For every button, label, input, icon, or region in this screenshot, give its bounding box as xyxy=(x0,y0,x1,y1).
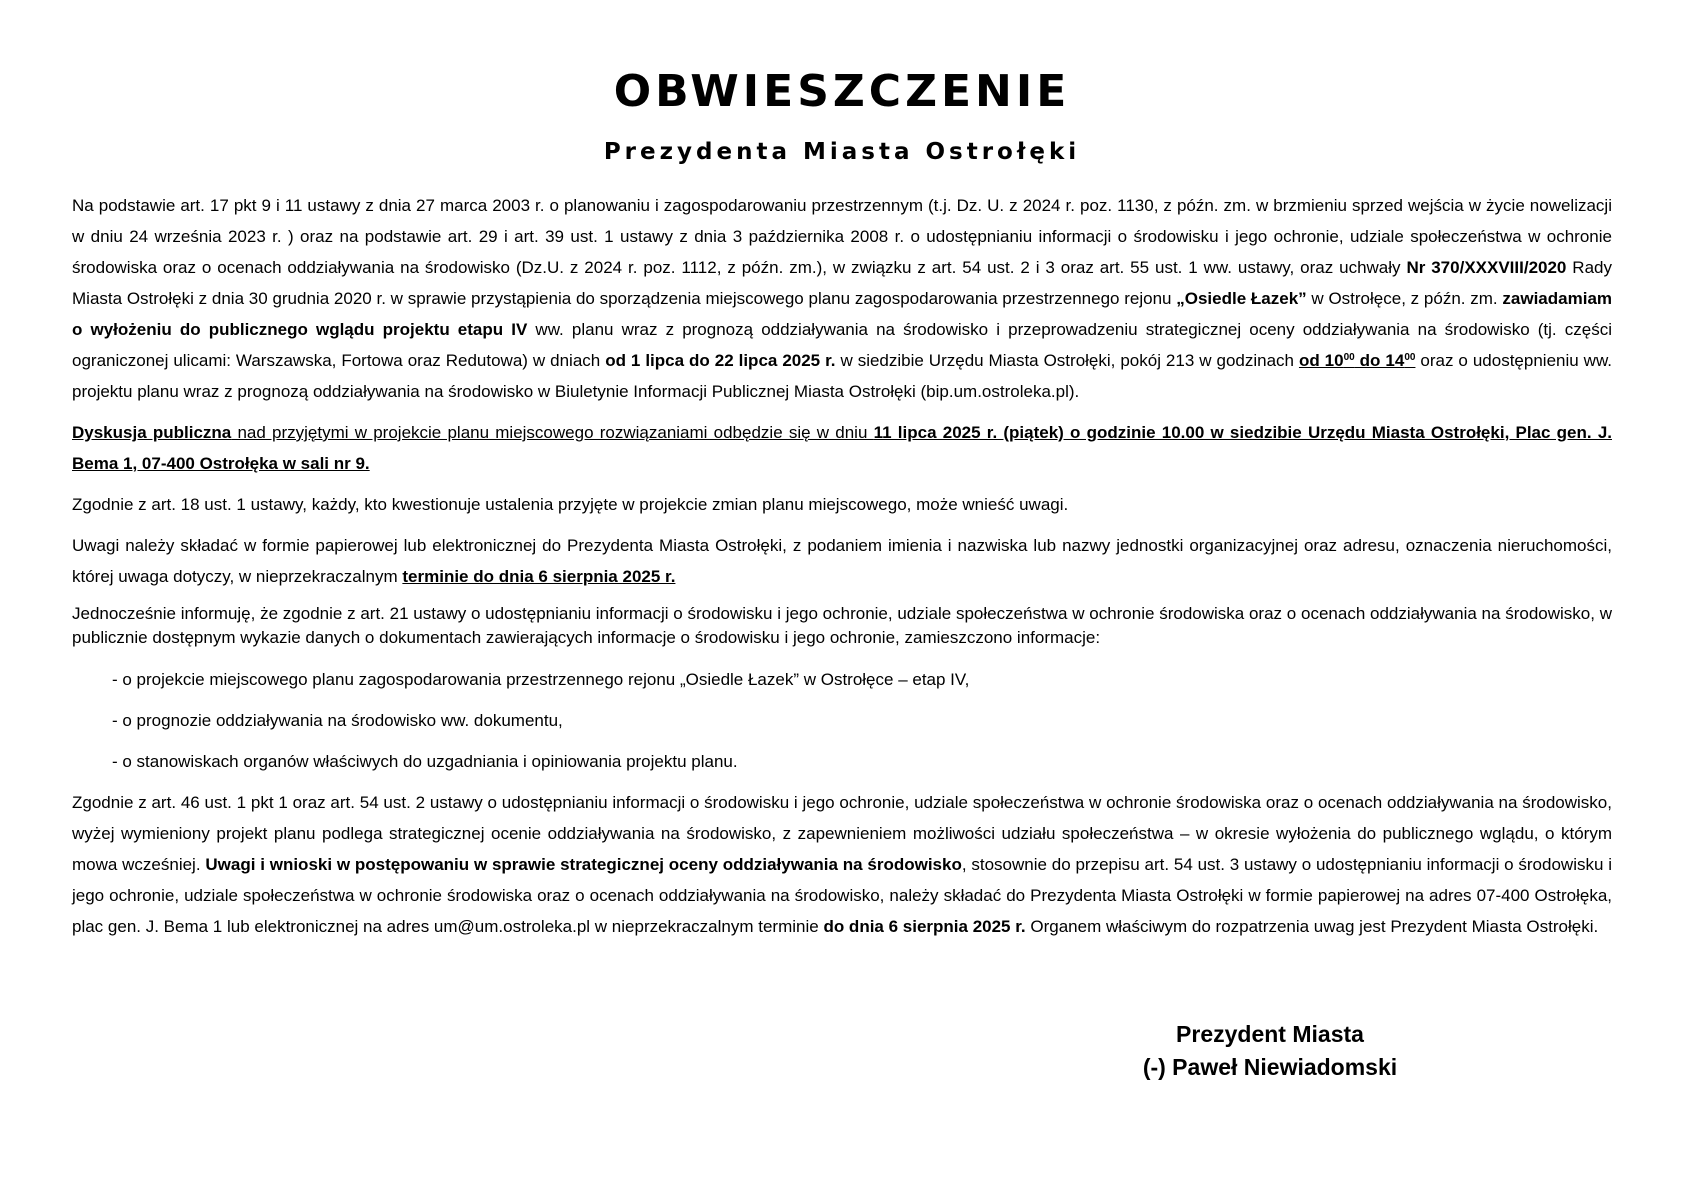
text-span: Jednocześnie informuję, że zgodnie z art. 21 ustawy o udostępnianiu informacji o środowisku i jego ochronie, udziale społeczeństwa w ochronie środowiska oraz o ocenach oddziaływania na środowisko, w publicznie dostępnym wykazie danych o dokumentach zawierających informacje o środowisku i jego ochronie, zamieszczono informacje: xyxy=(72,604,1612,647)
text-span: ww. planu wraz z prognozą oddziaływania na środowisko i przeprowadzeniu strategicznej oceny oddziaływania na środowisko (tj. części ograniczonej ulicami: Warszawska, Fortowa oraz Redutowa) w dniach xyxy=(72,320,1612,370)
text-span: w Ostrołęce, z późn. zm. xyxy=(1306,289,1503,308)
text-span: , stosownie do przepisu art. 54 ust. 3 ustawy o udostępnianiu informacji o środowisku i jego ochronie, udziale społeczeństwa w ochronie środowiska oraz o ocenach oddziaływania na środowisko, należy składać do Prezydenta Miasta Ostrołęki w formie papierowej na adres 07-400 Ostrołęka, plac gen. J. Bema 1 lub elektronicznej na adres um@um.ostroleka.pl w nieprzekraczalnym terminie xyxy=(72,855,1613,936)
hours-to: do 14 xyxy=(1354,351,1405,370)
hours-from: od 10 xyxy=(1298,351,1344,370)
text-span: nad przyjętymi w projekcie planu miejscowego rozwiązaniami odbędzie się w dniu xyxy=(231,423,874,442)
paragraph-strategic-assessment xyxy=(72,787,1612,942)
assessment-comments-label: Uwagi i wnioski w postępowaniu w sprawie strategicznej oceny oddziaływania na środowisko xyxy=(205,855,962,874)
text-span: oraz o udostępnieniu ww. projektu planu wraz z prognozą oddziaływania na środowisko w Biuletynie Informacji Publicznej Miasta Ostrołęki (bip.um.ostroleka.pl). xyxy=(72,351,1612,401)
comment-deadline: terminie do dnia 6 sierpnia 2025 r. xyxy=(402,567,676,586)
signature-name: (-) Paweł Niewiadomski xyxy=(1142,1054,1398,1080)
text-span: Zgodnie z art. 18 ust. 1 ustawy, każdy, kto kwestionuje ustalenia przyjęte w projekcie zmian planu miejscowego, może wnieść uwagi. xyxy=(72,495,1069,514)
paragraph-legal-basis xyxy=(72,190,1612,407)
discussion-date-place: 11 lipca 2025 r. (piątek) o godzinie 10.00 w siedzibie Urzędu Miasta Ostrołęki, Plac gen. J. Bema 1, 07-400 Ostrołęka w sali nr 9. xyxy=(72,423,1612,473)
assessment-deadline: do dnia 6 sierpnia 2025 r. xyxy=(823,917,1026,936)
text-span: Na podstawie art. 17 pkt 9 i 11 ustawy z dnia 27 marca 2003 r. o planowaniu i zagospodarowaniu przestrzennym (t.j. Dz. U. z 2024 r. poz. 1130, z późn. zm. w brzmieniu sprzed wejścia w życie nowelizacji w dniu 24 września 2023 r. ) oraz na podstawie art. 29 i art. 39 ust. 1 ustawy z dnia 3 października 2008 r. o udostępnianiu informacji o środowisku i jego ochronie, udziale społeczeństwa w ochronie środowiska oraz o ocenach oddziaływania na środowisko (Dz.U. z 2024 r. poz. 1112, z późn. zm.), w związku z art. 54 ust. 2 i 3 oraz art. 55 ust. 1 ww. ustawy, oraz uchwały xyxy=(72,196,1612,277)
document-subtitle: Prezydenta Miasta Ostrołęki xyxy=(603,139,1081,165)
announcement-statement: zawiadamiam o wyłożeniu do publicznego wglądu projektu etapu IV xyxy=(72,289,1613,339)
paragraph-right-to-comment xyxy=(72,489,1612,520)
resolution-number: Nr 370/XXXVIII/2020 xyxy=(1406,258,1567,277)
office-hours xyxy=(1299,351,1415,370)
paragraph-public-discussion xyxy=(72,417,1612,479)
list-item: - o stanowiskach organów właściwych do uzgadniania i opiniowania projektu planu. xyxy=(112,752,738,771)
estate-name: „Osiedle Łazek” xyxy=(1176,289,1307,308)
document-title: OBWIESZCZENIE xyxy=(613,66,1071,117)
list-item: - o projekcie miejscowego planu zagospodarowania przestrzennego rejonu „Osiedle Łazek” w Ostrołęce – etap IV, xyxy=(112,670,970,689)
text-span: w siedzibie Urzędu Miasta Ostrołęki, pokój 213 w godzinach xyxy=(835,351,1299,370)
signature-title: Prezydent Miasta xyxy=(1176,1021,1364,1047)
hours-to-minutes: 00 xyxy=(1404,352,1416,363)
information-list xyxy=(72,664,1612,777)
list-item: - o prognozie oddziaływania na środowisko ww. dokumentu, xyxy=(112,711,563,730)
paragraph-public-register xyxy=(72,602,1612,650)
text-span: Zgodnie z art. 46 ust. 1 pkt 1 oraz art. 54 ust. 2 ustawy o udostępnianiu informacji o środowisku i jego ochronie, udziale społeczeństwa w ochronie środowiska oraz o ocenach oddziaływania na środowisko, wyżej wymieniony projekt planu podlega strategicznej ocenie oddziaływania na środowisko, z zapewnieniem możliwości udziału społeczeństwa – w okresie wyłożenia do publicznego wglądu, o którym mowa wcześniej. xyxy=(72,793,1612,874)
display-period: od 1 lipca do 22 lipca 2025 r. xyxy=(605,351,836,370)
public-discussion-label: Dyskusja publiczna xyxy=(72,423,232,442)
text-span: Organem właściwym do rozpatrzenia uwag jest Prezydent Miasta Ostrołęki. xyxy=(1025,917,1599,936)
text-span: Uwagi należy składać w formie papierowej lub elektronicznej do Prezydenta Miasta Ostrołęki, z podaniem imienia i nazwiska lub nazwy jednostki organizacyjnej oraz adresu, oznaczenia nieruchomości, której uwaga dotyczy, w nieprzekraczalnym xyxy=(72,536,1612,586)
hours-from-minutes: 00 xyxy=(1343,352,1355,363)
signature-block xyxy=(1100,1018,1440,1084)
paragraph-comment-submission xyxy=(72,530,1612,592)
text-span: Rady Miasta Ostrołęki z dnia 30 grudnia 2020 r. w sprawie przystąpienia do sporządzenia miejscowego planu zagospodarowania przestrzennego rejonu xyxy=(72,258,1612,308)
